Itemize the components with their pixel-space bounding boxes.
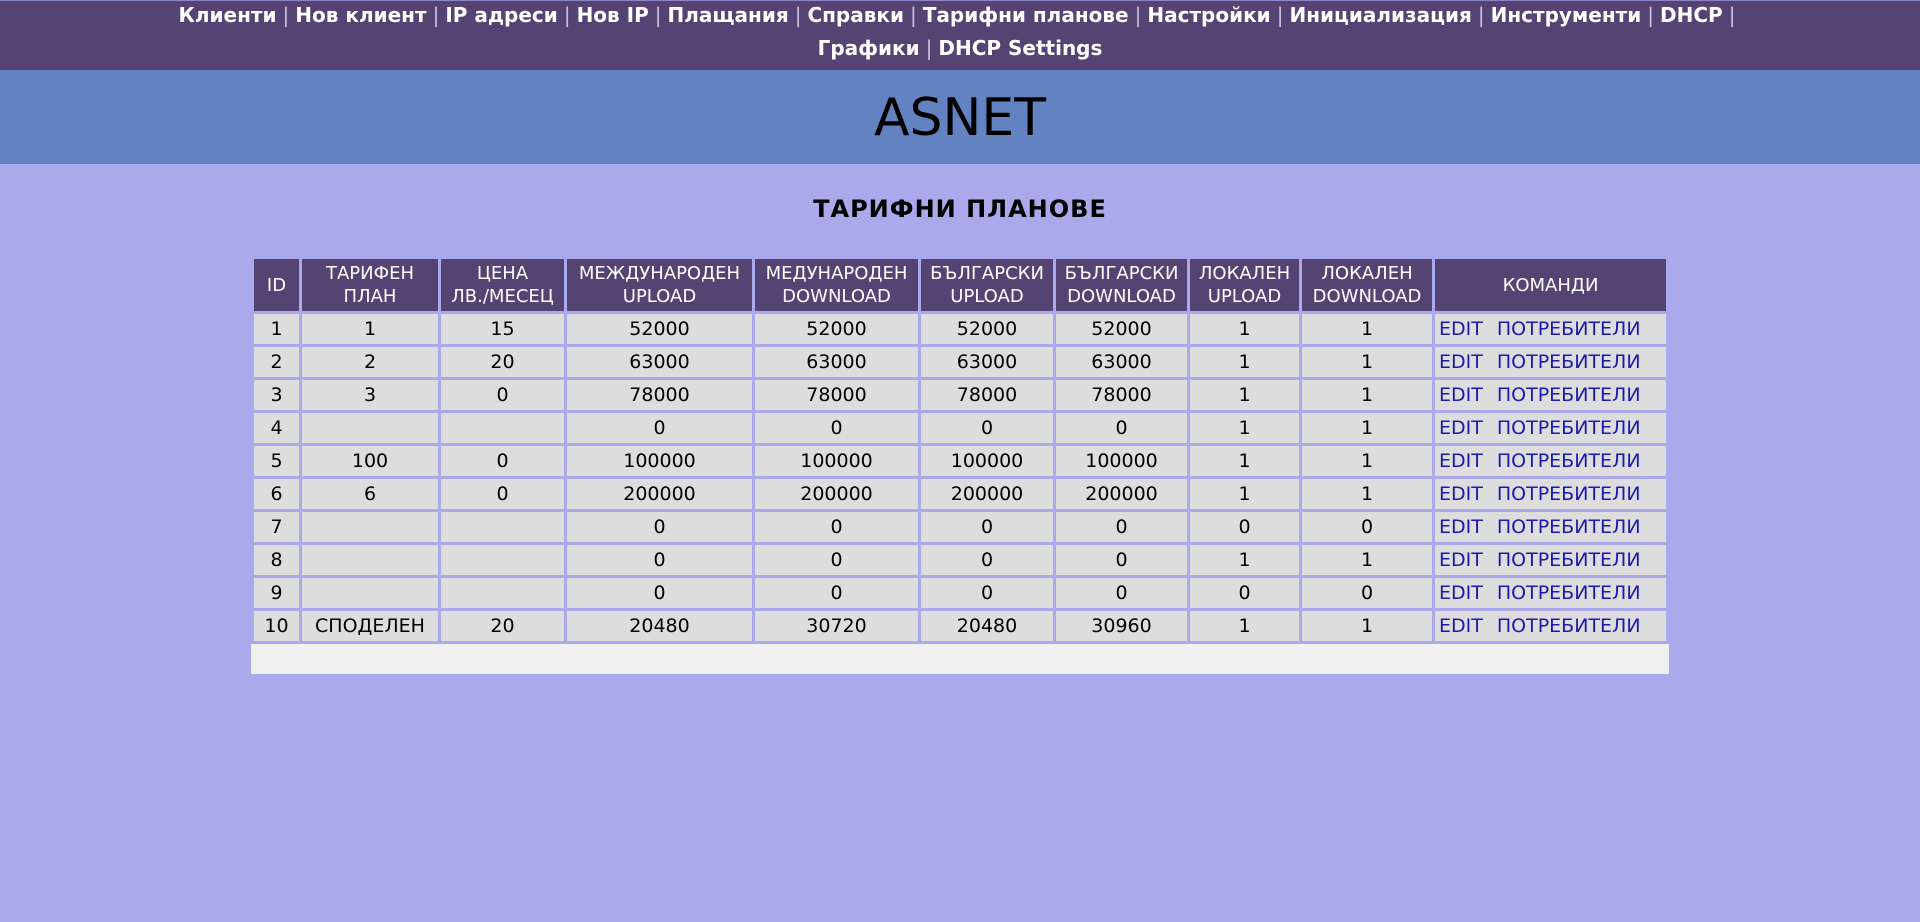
table-row: [254, 545, 1666, 575]
table-cell: 2: [302, 347, 438, 377]
column-header-line: МЕДУНАРОДЕН: [765, 263, 908, 284]
table-cell: 0: [441, 479, 564, 509]
table-cell: [441, 512, 564, 542]
column-header-9: [1302, 259, 1432, 311]
commands-cell: [1435, 380, 1666, 410]
table-cell: 52000: [567, 314, 752, 344]
nav-item-6[interactable]: Справки: [807, 3, 904, 27]
column-header-line: ЛВ./МЕСЕЦ: [451, 286, 554, 307]
table-cell: 1: [1302, 479, 1432, 509]
nav-item-5[interactable]: Плащания: [667, 3, 789, 27]
nav-separator: |: [1134, 3, 1142, 27]
table-row: [254, 479, 1666, 509]
column-header-7: [1056, 259, 1187, 311]
nav-separator: |: [1477, 3, 1485, 27]
nav-separator: |: [654, 3, 662, 27]
page-title: ТАРИФНИ ПЛАНОВЕ: [813, 195, 1107, 223]
commands-cell: [1435, 545, 1666, 575]
table-cell: 20480: [921, 611, 1053, 641]
column-header-line: ЦЕНА: [476, 263, 529, 284]
table-cell: 78000: [921, 380, 1053, 410]
edit-link[interactable]: EDIT: [1439, 384, 1483, 406]
table-cell: 78000: [567, 380, 752, 410]
table-cell: 0: [1056, 512, 1187, 542]
table-cell: 20: [441, 611, 564, 641]
table-cell: 200000: [567, 479, 752, 509]
edit-link[interactable]: EDIT: [1439, 351, 1483, 373]
users-link[interactable]: ПОТРЕБИТЕЛИ: [1496, 582, 1641, 604]
site-title: ASNET: [873, 88, 1047, 148]
column-header-line: DOWNLOAD: [1312, 286, 1422, 307]
table-cell: 1: [1190, 545, 1299, 575]
table-cell: 0: [755, 578, 918, 608]
table-cell: 30720: [755, 611, 918, 641]
column-header-line: UPLOAD: [1207, 286, 1282, 307]
nav-separator: |: [1647, 3, 1655, 27]
table-row: [254, 347, 1666, 377]
edit-link[interactable]: EDIT: [1439, 582, 1483, 604]
table-cell: 0: [921, 578, 1053, 608]
edit-link[interactable]: EDIT: [1439, 417, 1483, 439]
table-cell: 6: [254, 479, 299, 509]
table-row: [254, 446, 1666, 476]
users-link[interactable]: ПОТРЕБИТЕЛИ: [1496, 516, 1641, 538]
table-cell: 1: [1302, 314, 1432, 344]
nav-separator: |: [282, 3, 290, 27]
tariff-plans-table: [251, 256, 1669, 644]
table-cell: 0: [567, 545, 752, 575]
table-cell: 15: [441, 314, 564, 344]
commands-cell: [1435, 512, 1666, 542]
nav-item-1[interactable]: Клиенти: [178, 3, 277, 27]
table-cell: 100000: [567, 446, 752, 476]
table-cell: [302, 545, 438, 575]
table-cell: 52000: [1056, 314, 1187, 344]
users-link[interactable]: ПОТРЕБИТЕЛИ: [1496, 318, 1641, 340]
tariff-plans-table-container: [251, 256, 1669, 674]
nav-item-10[interactable]: Инструменти: [1490, 3, 1642, 27]
table-header-row: [254, 259, 1666, 311]
table-cell: 1: [1190, 314, 1299, 344]
commands-cell: [1435, 314, 1666, 344]
table-cell: 78000: [1056, 380, 1187, 410]
table-cell: 0: [1056, 545, 1187, 575]
column-header-line: UPLOAD: [950, 286, 1024, 307]
table-cell: 20480: [567, 611, 752, 641]
table-cell: 0: [441, 380, 564, 410]
table-cell: 6: [302, 479, 438, 509]
table-cell: 63000: [567, 347, 752, 377]
users-link[interactable]: ПОТРЕБИТЕЛИ: [1496, 351, 1641, 373]
nav-separator: |: [1276, 3, 1284, 27]
nav-separator: |: [925, 36, 933, 60]
column-header-3: [441, 259, 564, 311]
column-header-line: UPLOAD: [622, 286, 697, 307]
table-cell: [302, 512, 438, 542]
table-cell: 0: [1056, 413, 1187, 443]
table-cell: 0: [1302, 512, 1432, 542]
table-cell: 10: [254, 611, 299, 641]
nav-separator: |: [794, 3, 802, 27]
nav-item-12[interactable]: Графики: [817, 36, 920, 60]
table-cell: [302, 413, 438, 443]
column-header-line: DOWNLOAD: [782, 286, 891, 307]
table-cell: 63000: [755, 347, 918, 377]
users-link[interactable]: ПОТРЕБИТЕЛИ: [1496, 549, 1641, 571]
table-cell: 1: [1302, 611, 1432, 641]
table-cell: 7: [254, 512, 299, 542]
edit-link[interactable]: EDIT: [1439, 318, 1483, 340]
nav-item-11[interactable]: DHCP: [1660, 3, 1723, 27]
site-banner: [0, 70, 1920, 164]
column-header-line: ID: [266, 274, 287, 296]
table-cell: 1: [254, 314, 299, 344]
table-cell: 100000: [921, 446, 1053, 476]
table-row: [254, 380, 1666, 410]
table-cell: 20: [441, 347, 564, 377]
table-cell: 30960: [1056, 611, 1187, 641]
commands-cell: [1435, 479, 1666, 509]
table-cell: 9: [254, 578, 299, 608]
column-header-5: [755, 259, 918, 311]
users-link[interactable]: ПОТРЕБИТЕЛИ: [1496, 483, 1641, 505]
table-cell: 0: [1190, 578, 1299, 608]
table-row: [254, 314, 1666, 344]
table-cell: 1: [1190, 611, 1299, 641]
table-row: [254, 611, 1666, 641]
table-row: [254, 578, 1666, 608]
table-cell: 1: [1302, 347, 1432, 377]
table-cell: 0: [567, 413, 752, 443]
table-cell: 0: [567, 512, 752, 542]
table-cell: [441, 545, 564, 575]
table-cell: 0: [755, 512, 918, 542]
table-footer-bar: [251, 644, 1669, 674]
column-header-6: [921, 259, 1053, 311]
table-cell: 2: [254, 347, 299, 377]
table-cell: 0: [1302, 578, 1432, 608]
users-link[interactable]: ПОТРЕБИТЕЛИ: [1496, 615, 1641, 637]
column-header-line: ЛОКАЛЕН: [1198, 263, 1291, 284]
table-cell: 1: [1190, 347, 1299, 377]
table-row: [254, 512, 1666, 542]
table-cell: 0: [755, 413, 918, 443]
column-header-line: ЛОКАЛЕН: [1321, 263, 1413, 284]
column-header-1: [254, 259, 299, 311]
table-cell: 0: [567, 578, 752, 608]
edit-link[interactable]: EDIT: [1439, 450, 1483, 472]
nav-line-1: [0, 3, 1920, 27]
column-header-8: [1190, 259, 1299, 311]
table-cell: 100000: [1056, 446, 1187, 476]
table-cell: 78000: [755, 380, 918, 410]
column-header-4: [567, 259, 752, 311]
top-navigation: [0, 0, 1920, 70]
nav-separator: |: [910, 3, 917, 27]
table-cell: 63000: [1056, 347, 1187, 377]
table-cell: 1: [1190, 479, 1299, 509]
nav-item-4[interactable]: Нов IP: [576, 3, 649, 27]
table-cell: 1: [1302, 545, 1432, 575]
table-cell: 200000: [1056, 479, 1187, 509]
users-link[interactable]: ПОТРЕБИТЕЛИ: [1496, 384, 1641, 406]
table-cell: 1: [302, 314, 438, 344]
table-cell: 0: [921, 413, 1053, 443]
table-cell: 5: [254, 446, 299, 476]
table-cell: 1: [1190, 413, 1299, 443]
nav-item-9[interactable]: Инициализация: [1289, 3, 1472, 27]
table-cell: 1: [1302, 446, 1432, 476]
table-cell: 0: [1190, 512, 1299, 542]
nav-line-2: [0, 36, 1920, 60]
table-cell: [441, 413, 564, 443]
table-cell: СПОДЕЛЕН: [302, 611, 438, 641]
table-cell: 3: [254, 380, 299, 410]
column-header-line: ТАРИФЕН: [325, 263, 415, 284]
commands-cell: [1435, 413, 1666, 443]
table-row: [254, 413, 1666, 443]
table-cell: 4: [254, 413, 299, 443]
commands-cell: [1435, 446, 1666, 476]
users-link[interactable]: ПОТРЕБИТЕЛИ: [1496, 417, 1641, 439]
edit-link[interactable]: EDIT: [1439, 615, 1483, 637]
commands-cell: [1435, 578, 1666, 608]
table-cell: 100000: [755, 446, 918, 476]
table-cell: 52000: [921, 314, 1053, 344]
nav-separator: |: [563, 3, 571, 27]
table-cell: 200000: [921, 479, 1053, 509]
table-cell: [441, 578, 564, 608]
table-cell: 100: [302, 446, 438, 476]
nav-separator: |: [1728, 3, 1736, 27]
table-cell: 8: [254, 545, 299, 575]
table-cell: 1: [1190, 380, 1299, 410]
column-header-line: DOWNLOAD: [1067, 286, 1176, 307]
column-header-2: [302, 259, 438, 311]
table-cell: 200000: [755, 479, 918, 509]
column-header-line: ПЛАН: [343, 286, 397, 307]
column-header-line: БЪЛГАРСКИ: [1064, 263, 1179, 284]
column-header-line: КОМАНДИ: [1502, 274, 1599, 296]
users-link[interactable]: ПОТРЕБИТЕЛИ: [1496, 450, 1641, 472]
edit-link[interactable]: EDIT: [1439, 483, 1483, 505]
edit-link[interactable]: EDIT: [1439, 516, 1483, 538]
nav-item-13[interactable]: DHCP Settings: [938, 36, 1103, 60]
table-cell: 63000: [921, 347, 1053, 377]
column-header-line: БЪЛГАРСКИ: [930, 263, 1044, 284]
nav-item-7[interactable]: Тарифни планове: [922, 3, 1129, 27]
table-cell: 0: [921, 545, 1053, 575]
column-header-10: [1435, 259, 1666, 311]
table-cell: [302, 578, 438, 608]
table-cell: 3: [302, 380, 438, 410]
nav-item-2[interactable]: Нов клиент: [295, 3, 427, 27]
column-header-line: МЕЖДУНАРОДЕН: [578, 263, 741, 284]
nav-separator: |: [432, 3, 440, 27]
nav-item-3[interactable]: IP адреси: [445, 3, 558, 27]
table-cell: 52000: [755, 314, 918, 344]
nav-item-8[interactable]: Настройки: [1147, 3, 1271, 27]
table-cell: 1: [1302, 380, 1432, 410]
table-cell: 0: [921, 512, 1053, 542]
table-cell: 1: [1302, 413, 1432, 443]
commands-cell: [1435, 347, 1666, 377]
table-cell: 0: [755, 545, 918, 575]
edit-link[interactable]: EDIT: [1439, 549, 1483, 571]
table-cell: 0: [1056, 578, 1187, 608]
table-body: [254, 314, 1666, 641]
commands-cell: [1435, 611, 1666, 641]
table-cell: 0: [441, 446, 564, 476]
table-cell: 1: [1190, 446, 1299, 476]
